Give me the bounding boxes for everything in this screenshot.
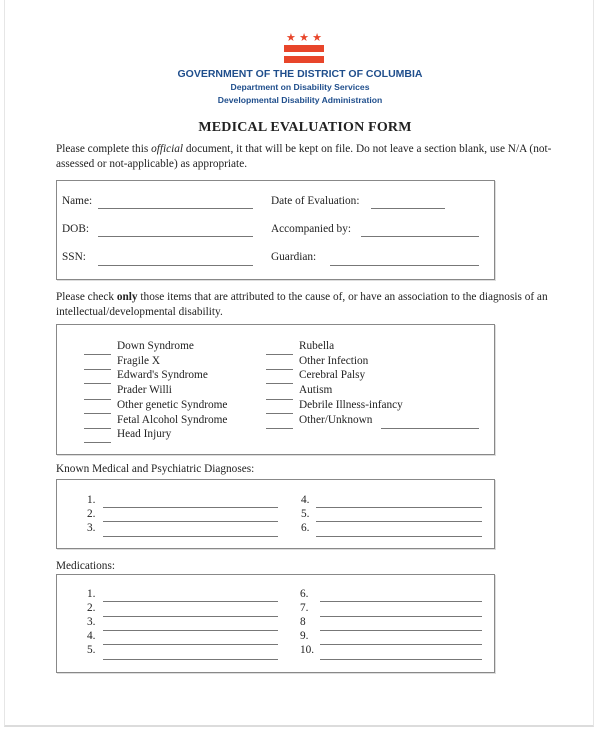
dc-flag-icon: ★ ★ ★ — [284, 36, 324, 62]
cause-autism: Autism — [299, 384, 333, 396]
diagnosis-number: 2. — [87, 508, 96, 520]
medication-number: 7. — [300, 602, 309, 614]
cause-other-infection: Other Infection — [299, 355, 369, 367]
diagnosis-field-2[interactable] — [103, 521, 278, 522]
checkbox-edwards-syndrome[interactable] — [84, 383, 111, 384]
medication-field-9[interactable] — [320, 644, 482, 645]
cause-rubella: Rubella — [299, 340, 335, 352]
ssn-label: SSN: — [62, 251, 86, 263]
medication-number: 4. — [87, 630, 96, 642]
checkbox-debrile-illness[interactable] — [266, 413, 293, 414]
diagnosis-number: 6. — [301, 522, 310, 534]
medication-field-1[interactable] — [103, 601, 278, 602]
diagnoses-section — [56, 479, 495, 549]
checkbox-cerebral-palsy[interactable] — [266, 383, 293, 384]
checkbox-fetal-alcohol-syndrome[interactable] — [84, 428, 111, 429]
checkbox-other-genetic-syndrome[interactable] — [84, 413, 111, 414]
causes-intro-text: Please check — [56, 291, 117, 303]
checkbox-other-unknown[interactable] — [266, 428, 293, 429]
guardian-field[interactable] — [330, 265, 479, 266]
cause-down-syndrome: Down Syndrome — [117, 340, 194, 352]
diagnosis-field-3[interactable] — [103, 536, 278, 537]
dob-label: DOB: — [62, 223, 89, 235]
medication-number: 3. — [87, 616, 96, 628]
patient-info-section — [56, 180, 495, 280]
form-instructions — [56, 142, 556, 172]
cause-other-genetic-syndrome: Other genetic Syndrome — [117, 399, 228, 411]
diagnosis-number: 1. — [87, 494, 96, 506]
diagnoses-label: Known Medical and Psychiatric Diagnoses: — [56, 463, 255, 475]
medication-field-8[interactable] — [320, 630, 482, 631]
medications-section — [56, 574, 495, 673]
form-title: MEDICAL EVALUATION FORM — [198, 120, 412, 135]
name-label: Name: — [62, 195, 93, 207]
diagnosis-field-6[interactable] — [316, 536, 482, 537]
checkbox-rubella[interactable] — [266, 354, 293, 355]
medication-number: 9. — [300, 630, 309, 642]
name-field[interactable] — [98, 208, 253, 209]
checkbox-prader-willi[interactable] — [84, 399, 111, 400]
medications-label: Medications: — [56, 560, 115, 572]
other-unknown-field[interactable] — [381, 428, 479, 429]
checkbox-fragile-x[interactable] — [84, 369, 111, 370]
medication-field-3[interactable] — [103, 630, 278, 631]
guardian-label: Guardian: — [271, 251, 317, 263]
accompanied-by-label: Accompanied by: — [271, 223, 351, 235]
date-of-evaluation-field[interactable] — [371, 208, 445, 209]
medication-number: 8 — [300, 616, 306, 628]
medication-number: 2. — [87, 602, 96, 614]
causes-intro-rest: those items that are attributed to the cause of, or have an association to the diagnosis of an intellectual/developmental disability. — [56, 291, 548, 318]
diagnosis-number: 3. — [87, 522, 96, 534]
checkbox-autism[interactable] — [266, 399, 293, 400]
checkbox-down-syndrome[interactable] — [84, 354, 111, 355]
medication-number: 1. — [87, 588, 96, 600]
causes-checklist — [56, 324, 495, 455]
medication-field-7[interactable] — [320, 616, 482, 617]
department-name: Department on Disability Services — [230, 82, 370, 92]
accompanied-by-field[interactable] — [361, 236, 479, 237]
medication-field-5[interactable] — [103, 659, 278, 660]
cause-edwards-syndrome: Edward's Syndrome — [117, 369, 208, 381]
dob-field[interactable] — [98, 236, 253, 237]
ssn-field[interactable] — [98, 265, 253, 266]
diagnosis-number: 4. — [301, 494, 310, 506]
diagnosis-field-4[interactable] — [316, 507, 482, 508]
medication-field-6[interactable] — [320, 601, 482, 602]
administration-name: Developmental Disability Administration — [217, 95, 383, 105]
cause-debrile-illness: Debrile Illness-infancy — [299, 399, 403, 411]
government-title: GOVERNMENT OF THE DISTRICT OF COLUMBIA — [177, 68, 423, 80]
checkbox-head-injury[interactable] — [84, 442, 111, 443]
cause-head-injury: Head Injury — [117, 428, 172, 440]
cause-fetal-alcohol-syndrome: Fetal Alcohol Syndrome — [117, 414, 228, 426]
medication-number: 10. — [300, 644, 315, 656]
diagnosis-field-5[interactable] — [316, 521, 482, 522]
cause-other-unknown: Other/Unknown — [299, 414, 373, 426]
diagnosis-number: 5. — [301, 508, 310, 520]
medication-number: 5. — [87, 644, 96, 656]
intro-text-rest: document, it that will be kept on file. Do not leave a section blank, use N/A (not-assessed or not-applicable) as appropriate. — [56, 143, 552, 170]
cause-cerebral-palsy: Cerebral Palsy — [299, 369, 366, 381]
medication-number: 6. — [300, 588, 309, 600]
diagnosis-field-1[interactable] — [103, 507, 278, 508]
medication-field-10[interactable] — [320, 659, 482, 660]
cause-prader-willi: Prader Willi — [117, 384, 172, 396]
causes-intro-bold: only — [116, 291, 138, 303]
date-of-evaluation-label: Date of Evaluation: — [271, 195, 360, 207]
intro-emphasis: official — [151, 143, 184, 155]
medication-field-4[interactable] — [103, 644, 278, 645]
causes-instructions — [56, 290, 556, 320]
checkbox-other-infection[interactable] — [266, 369, 293, 370]
medication-field-2[interactable] — [103, 616, 278, 617]
cause-fragile-x: Fragile X — [117, 355, 160, 367]
intro-text: Please complete this — [56, 143, 152, 155]
